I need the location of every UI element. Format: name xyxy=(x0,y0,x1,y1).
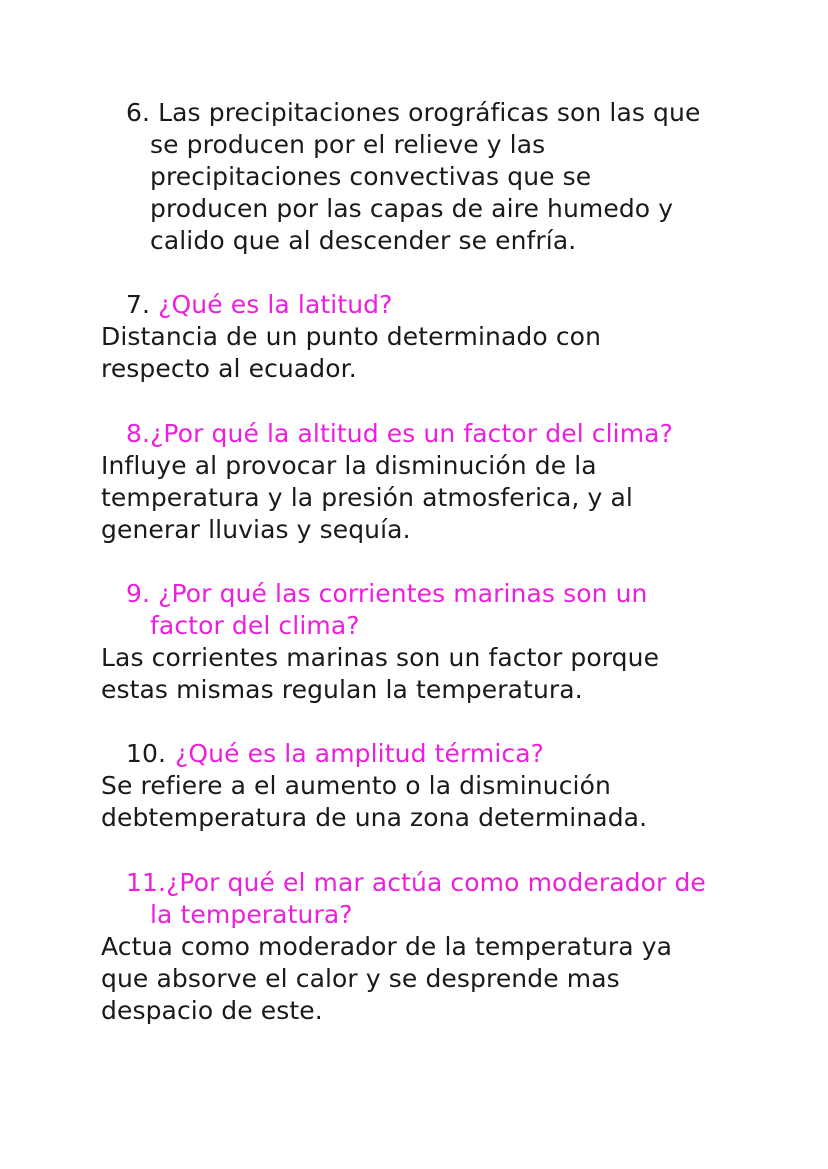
item-6-number: 6. xyxy=(126,98,151,127)
item-6-line-1 xyxy=(126,97,700,129)
answer-9-line-2: estas mismas regulan la temperatura. xyxy=(101,675,583,704)
answer-10-line-1: Se refiere a el aumento o la disminución xyxy=(101,771,611,800)
item-6-text-1: Las precipitaciones orográficas son las que xyxy=(158,98,701,127)
question-9-text-2: factor del clima? xyxy=(150,611,360,640)
question-8-text: ¿Por qué la altitud es un factor del clima? xyxy=(150,419,673,448)
item-10-number: 10. xyxy=(126,739,167,768)
question-11-text-2: la temperatura? xyxy=(150,900,353,929)
item-9-number: 9. xyxy=(126,579,151,608)
answer-7-line-1: Distancia de un punto determinado con xyxy=(101,322,602,351)
item-11-number: 11. xyxy=(126,868,167,897)
answer-8-line-2: temperatura y la presión atmosferica, y al xyxy=(101,483,633,512)
item-6-text-5: calido que al descender se enfría. xyxy=(150,226,577,255)
answer-8-line-3: generar lluvias y sequía. xyxy=(101,515,411,544)
question-9-line-1 xyxy=(126,578,647,610)
answer-11-line-1: Actua como moderador de la temperatura ya xyxy=(101,932,673,961)
item-6-text-3: precipitaciones convectivas que se xyxy=(150,162,592,191)
question-10 xyxy=(126,738,166,770)
question-10-text: ¿Qué es la amplitud térmica? xyxy=(175,739,545,768)
answer-10-line-2: debtemperatura de una zona determinada. xyxy=(101,803,648,832)
question-8 xyxy=(126,418,673,450)
question-11-line-1 xyxy=(126,867,706,899)
question-9-text-1: ¿Por qué las corrientes marinas son un xyxy=(158,579,648,608)
question-7-text: ¿Qué es la latitud? xyxy=(158,290,393,319)
answer-7-line-2: respecto al ecuador. xyxy=(101,354,357,383)
question-7 xyxy=(126,289,393,321)
answer-11-line-2: que absorve el calor y se desprende mas xyxy=(101,964,620,993)
item-6-text-2: se producen por el relieve y las xyxy=(150,130,546,159)
answer-11-line-3: despacio de este. xyxy=(101,996,323,1025)
question-11-text-1: ¿Por qué el mar actúa como moderador de xyxy=(166,868,706,897)
answer-9-line-1: Las corrientes marinas son un factor porque xyxy=(101,643,660,672)
answer-8-line-1: Influye al provocar la disminución de la xyxy=(101,451,597,480)
item-7-number: 7. xyxy=(126,290,151,319)
item-8-number: 8. xyxy=(126,419,151,448)
item-6-text-4: producen por las capas de aire humedo y xyxy=(150,194,674,223)
